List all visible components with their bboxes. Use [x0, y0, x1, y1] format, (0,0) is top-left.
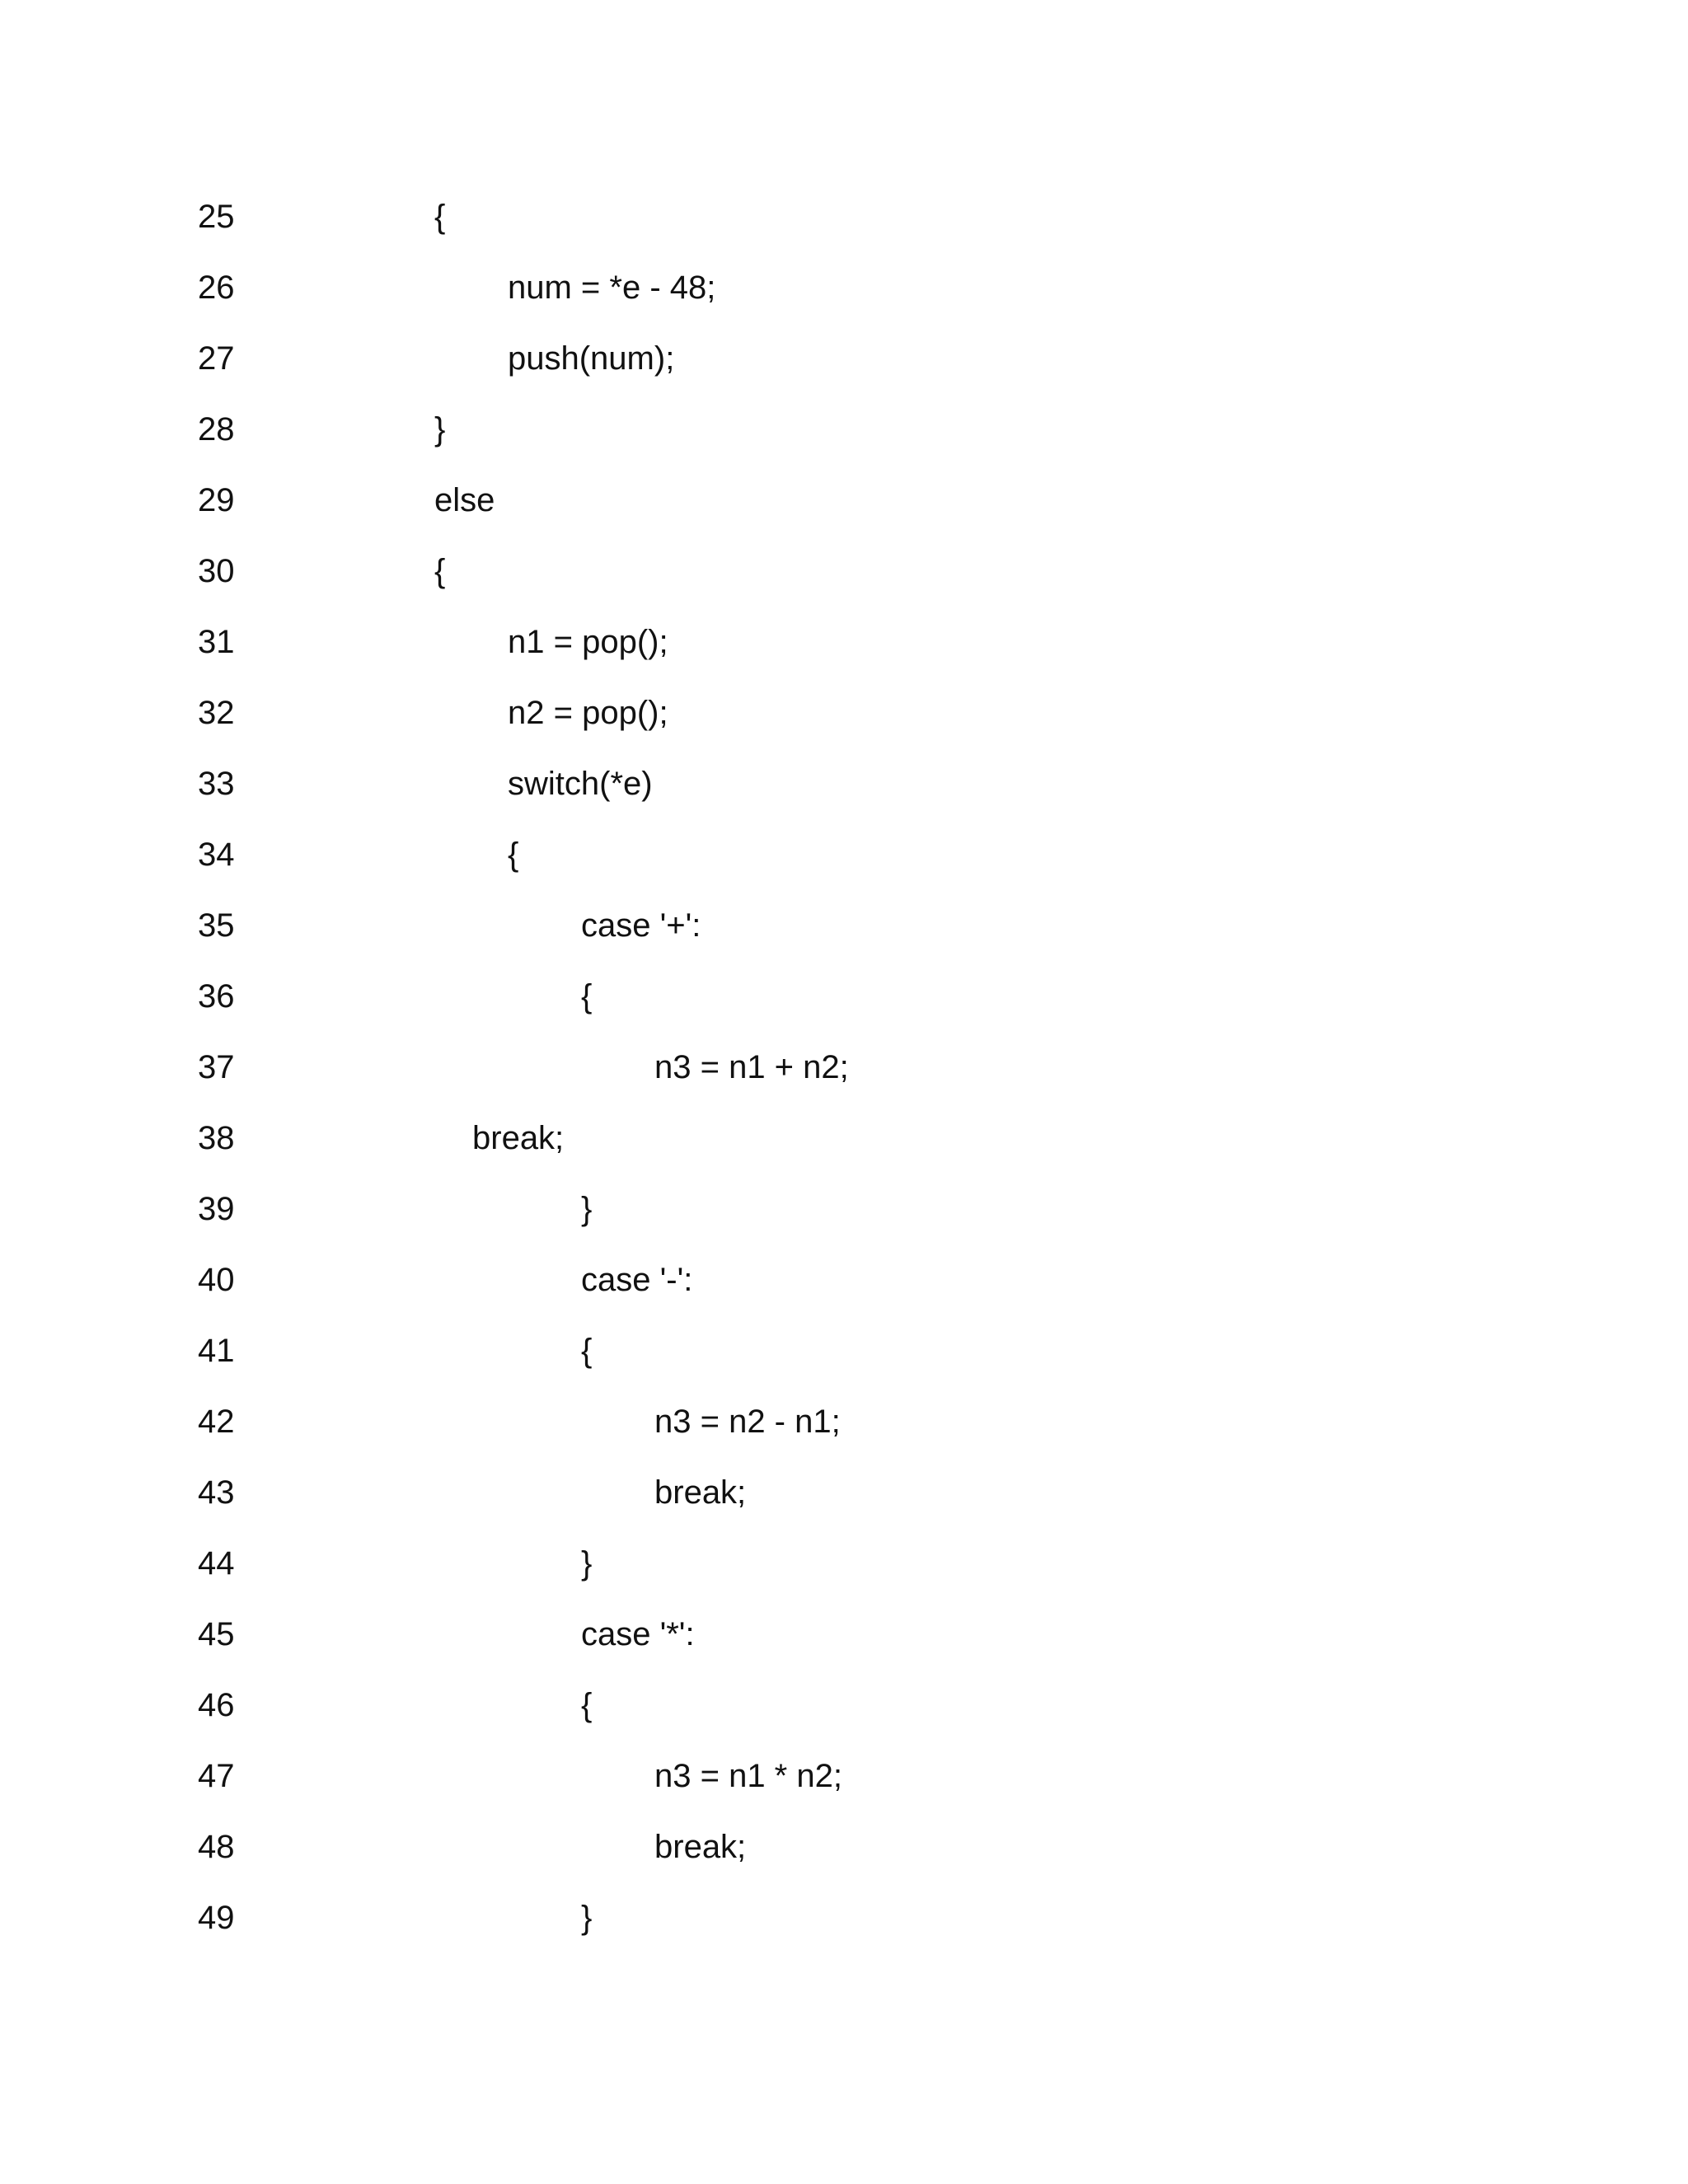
line-number: 48	[198, 1829, 235, 1865]
line-number: 32	[198, 695, 235, 731]
line-number: 46	[198, 1687, 235, 1723]
line-number: 33	[198, 766, 235, 802]
code-line	[0, 252, 1688, 323]
line-number: 30	[198, 553, 235, 589]
line-code: n3 = n2 - n1;	[654, 1404, 841, 1440]
line-code: num = *e - 48;	[508, 269, 716, 306]
line-code: n3 = n1 * n2;	[654, 1758, 842, 1794]
line-number: 47	[198, 1758, 235, 1794]
line-number: 49	[198, 1900, 235, 1936]
line-number: 42	[198, 1404, 235, 1440]
code-line	[0, 1103, 1688, 1174]
code-line	[0, 607, 1688, 677]
code-line	[0, 961, 1688, 1032]
code-line	[0, 1315, 1688, 1386]
line-number: 41	[198, 1333, 235, 1369]
line-code: {	[581, 978, 593, 1015]
line-code: break;	[472, 1120, 565, 1156]
code-line	[0, 890, 1688, 961]
line-number: 44	[198, 1545, 235, 1582]
code-line	[0, 536, 1688, 607]
line-code: }	[581, 1191, 593, 1227]
code-line	[0, 677, 1688, 748]
line-number: 27	[198, 340, 235, 377]
line-code: {	[434, 553, 446, 589]
code-line	[0, 181, 1688, 252]
code-line	[0, 1386, 1688, 1457]
line-number: 36	[198, 978, 235, 1015]
code-line	[0, 1741, 1688, 1811]
line-number: 28	[198, 411, 235, 448]
line-number: 26	[198, 269, 235, 306]
code-line	[0, 394, 1688, 465]
line-number: 29	[198, 482, 235, 518]
line-number: 25	[198, 199, 235, 235]
code-line	[0, 1599, 1688, 1670]
line-code: break;	[654, 1474, 747, 1511]
line-code: n1 = pop();	[508, 624, 668, 660]
code-line	[0, 748, 1688, 819]
line-code: n2 = pop();	[508, 695, 668, 731]
line-code: case '+':	[581, 907, 701, 944]
line-number: 35	[198, 907, 235, 944]
code-line	[0, 1174, 1688, 1244]
line-code: {	[508, 837, 519, 873]
line-number: 39	[198, 1191, 235, 1227]
line-code: }	[581, 1900, 593, 1936]
line-number: 40	[198, 1262, 235, 1298]
line-code: {	[581, 1333, 593, 1369]
code-line	[0, 465, 1688, 536]
line-number: 31	[198, 624, 235, 660]
line-code: }	[434, 411, 446, 448]
code-line	[0, 1811, 1688, 1882]
line-code: case '*':	[581, 1616, 695, 1652]
line-code: {	[434, 199, 446, 235]
line-code: break;	[654, 1829, 747, 1865]
code-line	[0, 1457, 1688, 1528]
code-line	[0, 1882, 1688, 1953]
line-number: 45	[198, 1616, 235, 1652]
line-code: switch(*e)	[508, 766, 653, 802]
line-number: 37	[198, 1049, 235, 1085]
line-code: {	[581, 1687, 593, 1723]
code-line	[0, 1528, 1688, 1599]
line-code: n3 = n1 + n2;	[654, 1049, 849, 1085]
code-line	[0, 323, 1688, 394]
line-number: 38	[198, 1120, 235, 1156]
line-number: 43	[198, 1474, 235, 1511]
code-line	[0, 819, 1688, 890]
line-code: push(num);	[508, 340, 675, 377]
line-code: case '-':	[581, 1262, 693, 1298]
code-line	[0, 1670, 1688, 1741]
code-line	[0, 1244, 1688, 1315]
code-line	[0, 1032, 1688, 1103]
line-code: }	[581, 1545, 593, 1582]
line-code: else	[434, 482, 495, 518]
line-number: 34	[198, 837, 235, 873]
